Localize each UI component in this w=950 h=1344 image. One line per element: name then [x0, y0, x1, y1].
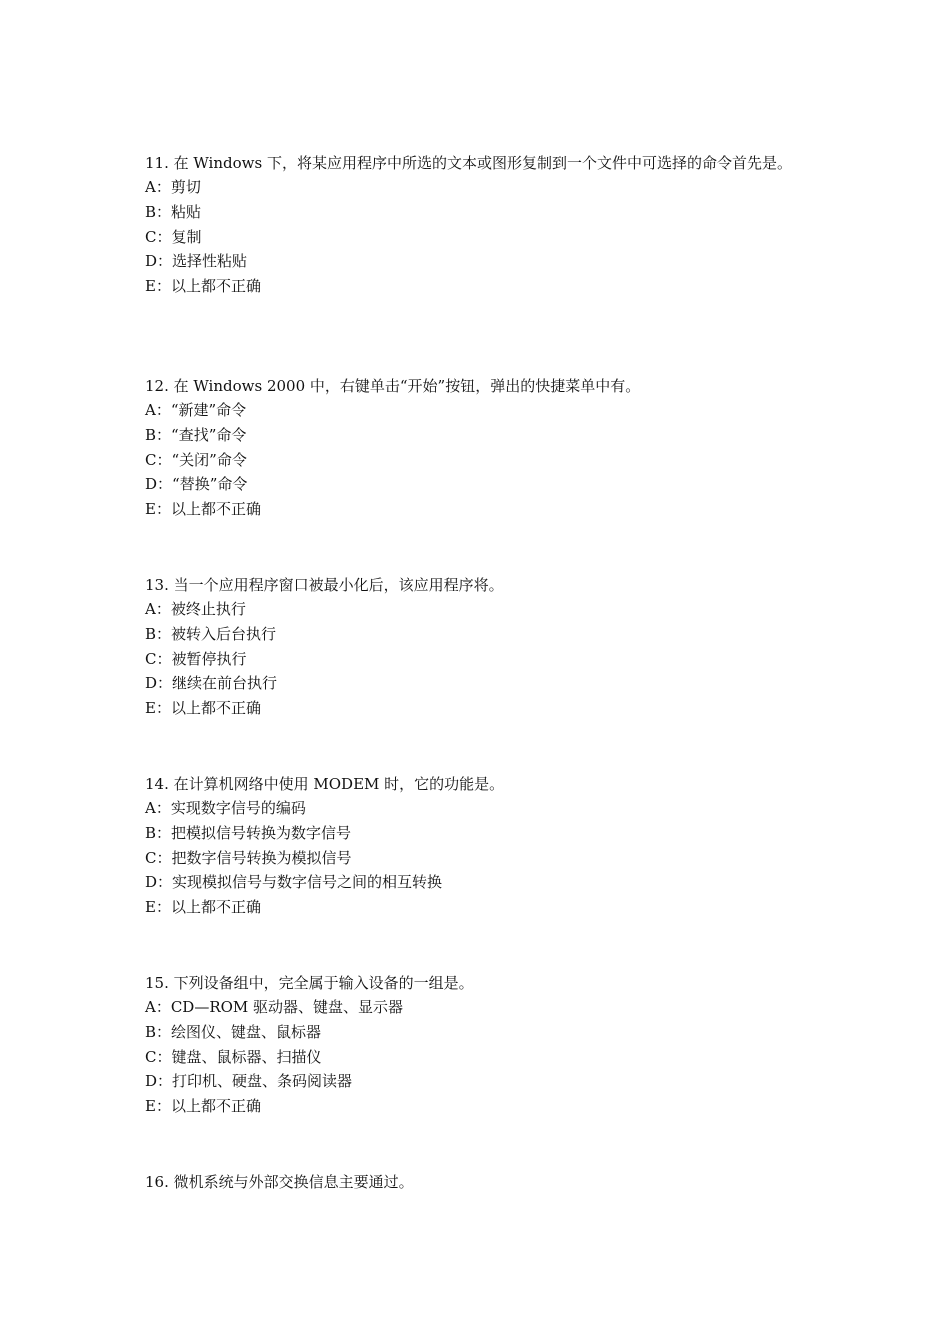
- option-e: E：以上都不正确: [145, 699, 261, 718]
- question-text: 15. 下列设备组中，完全属于输入设备的一组是。: [145, 974, 474, 992]
- question-14: [145, 772, 815, 920]
- question-text: 16. 微机系统与外部交换信息主要通过。: [145, 1173, 414, 1191]
- option-e: E：以上都不正确: [145, 898, 261, 917]
- option-d: D：实现模拟信号与数字信号之间的相互转换: [145, 873, 443, 892]
- option-c: C：键盘、鼠标器、扫描仪: [145, 1047, 322, 1066]
- option-c: C：复制: [145, 227, 202, 246]
- option-a: A：“新建”命令: [145, 401, 247, 419]
- option-a: A：CD—ROM 驱动器、键盘、显示器: [145, 998, 404, 1016]
- question-11: [145, 151, 815, 299]
- option-d: D：“替换”命令: [145, 475, 248, 494]
- option-d: D：打印机、硬盘、条码阅读器: [145, 1072, 353, 1091]
- option-c: C：“关闭”命令: [145, 450, 247, 469]
- question-text: 12. 在 Windows 2000 中，右键单击“开始”按钮，弹出的快捷菜单中有。: [145, 377, 641, 395]
- option-a: A：实现数字信号的编码: [145, 799, 306, 817]
- option-d: D：继续在前台执行: [145, 674, 278, 693]
- option-b: B：把模拟信号转换为数字信号: [145, 823, 352, 842]
- option-c: C：被暂停执行: [145, 649, 247, 668]
- option-c: C：把数字信号转换为模拟信号: [145, 848, 352, 867]
- option-a: A：被终止执行: [145, 600, 246, 618]
- question-text: 11. 在 Windows 下，将某应用程序中所选的文本或图形复制到一个文件中可选择的命令首先是。: [145, 154, 792, 172]
- option-e: E：以上都不正确: [145, 277, 261, 296]
- option-e: E：以上都不正确: [145, 500, 261, 519]
- question-text: 13. 当一个应用程序窗口被最小化后，该应用程序将。: [145, 576, 504, 594]
- option-b: B：绘图仪、键盘、鼠标器: [145, 1022, 322, 1041]
- option-a: A：剪切: [145, 178, 201, 196]
- question-16: [145, 1170, 815, 1194]
- question-12: [145, 374, 815, 522]
- option-e: E：以上都不正确: [145, 1097, 261, 1116]
- option-d: D：选择性粘贴: [145, 252, 248, 271]
- option-b: B：被转入后台执行: [145, 624, 277, 643]
- question-text: 14. 在计算机网络中使用 MODEM 时，它的功能是。: [145, 775, 505, 793]
- question-13: [145, 573, 815, 721]
- question-15: [145, 971, 815, 1119]
- option-b: B：粘贴: [145, 202, 202, 221]
- option-b: B：“查找”命令: [145, 425, 247, 444]
